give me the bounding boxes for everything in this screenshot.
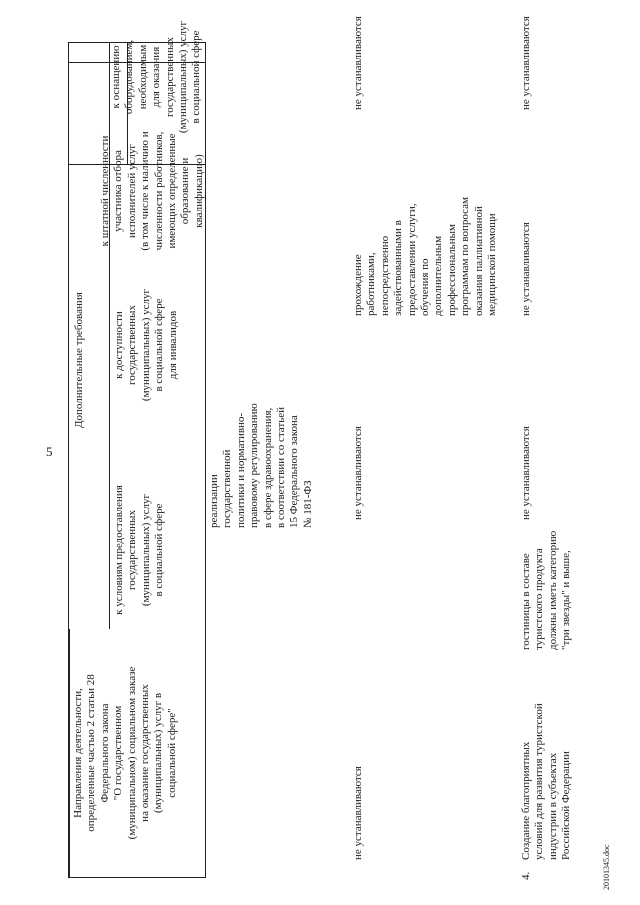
column-header-staff: к штатной численности участника отбора исполнителей услуг (в том числе к наличию и численности работников, имеющих определенные образование и квалификацию): [99, 131, 205, 251]
row4-direction: Создание благоприятных условий для развития туристской индустрии в субъектах Российской Федерации: [520, 703, 573, 860]
column-divider: [69, 629, 70, 878]
row1-staff: прохождение работниками, непосредственно задействованными в предоставлении услуги, обучения по дополнительным профессиональным программам по вопросам оказания паллиативной медицинской помощи: [352, 197, 499, 316]
row4-number: 4.: [520, 871, 532, 880]
column-header-accessibility: к доступности государственных (муниципальных) услуг в социальной сфере для инвалидов: [113, 288, 179, 402]
row-continuation-text: реализации государственной политики и нормативно- правовому регулированию в сфере здравоохранения, в соответствии со статьей 15 Федерального закона № 181-ФЗ: [208, 403, 314, 528]
row4-equipment: не устанавливаются: [520, 16, 532, 110]
column-header-equipment: к оснащению оборудованием, необходимым для оказания государственных (муниципальных) услуг в социальной сфере: [110, 20, 203, 134]
table-bottom-border: [69, 877, 205, 878]
group-header-additional-requirements: Дополнительные требования: [73, 292, 85, 428]
column-header-conditions: к условиям предоставления государственных (муниципальных) услуг в социальной сфере: [113, 485, 166, 615]
row1-accessibility: не устанавливаются: [352, 426, 364, 520]
page-number: 5: [46, 444, 53, 459]
row4-conditions: гостиницы в составе туристского продукта должны иметь категорию "три звезды" и выше,: [520, 530, 573, 650]
column-header-direction: Направления деятельности, определенные частью 2 статьи 28 Федерального закона "О государственном (муниципальном) социальном заказе на оказание государственных (муниципальных) услуг в социальной сфере": [72, 666, 178, 840]
row4-accessibility: не устанавливаются: [520, 426, 532, 520]
row1-conditions: не устанавливаются: [352, 766, 364, 860]
row1-equipment: не устанавливаются: [352, 16, 364, 110]
footer-file-code: 20101345.doc: [602, 844, 611, 890]
row4-staff: не устанавливаются: [520, 222, 532, 316]
